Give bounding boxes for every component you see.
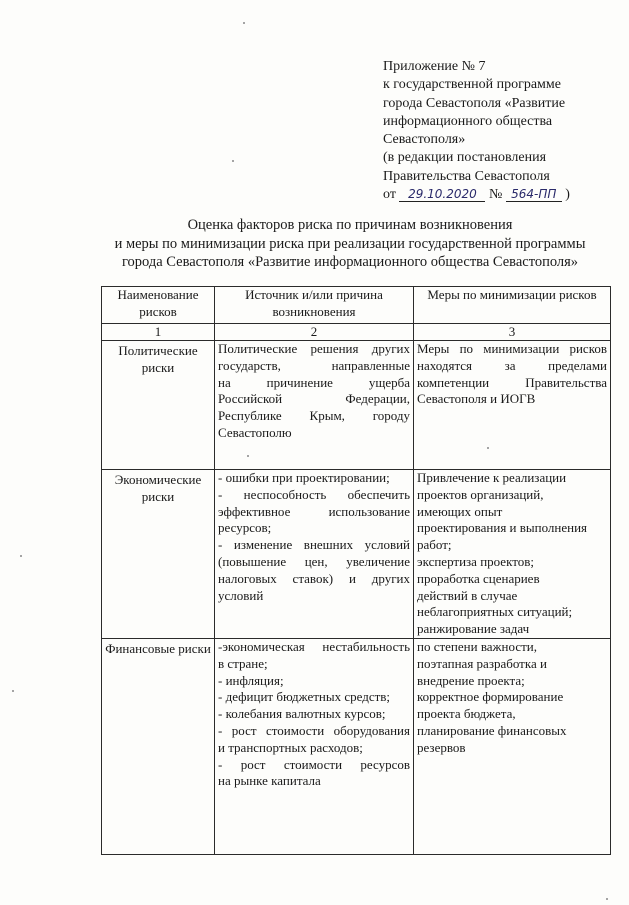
table-row [102, 470, 611, 639]
risk-name: Политические риски [102, 341, 215, 470]
risk-source: - ошибки при проектировании; - неспособность обеспечить эффективное использование ресурсов; - изменение внешних условий (повышение цен, увеличение налоговых ставок) и других условий [215, 470, 414, 639]
table-header-row [102, 287, 611, 324]
risk-source: Политические решения других государств, направленные на причинение ущерба Российской Федерации, Республике Крым, городу Севастополю [215, 341, 414, 470]
scan-speck [487, 447, 489, 449]
risk-measures: Привлечение к реализации проектов организаций, имеющих опыт проектирования и выполнения работ; экспертиза проектов; проработка сценариев действий в случае неблагоприятных ситуаций; ранжирование задач [414, 470, 611, 639]
title-line: города Севастополя «Развитие информационного общества Севастополя» [121, 254, 579, 270]
scan-speck [232, 160, 234, 162]
scan-speck [12, 690, 14, 692]
risk-source: -экономическая нестабильность в стране; - инфляция; - дефицит бюджетных средств; - колебания валютных курсов; - рост стоимости оборудования и транспортных расходов; - рост стоимости ресурсов на рынке капитала [215, 638, 414, 854]
risk-measures: Меры по минимизации рисков находятся за пределами компетенции Правительства Севастополя и ИОГВ [414, 341, 611, 470]
table-row [102, 638, 611, 854]
appendix-line: (в редакции постановления [383, 150, 547, 166]
scan-speck [247, 455, 249, 457]
appendix-number: Приложение № 7 [383, 59, 486, 74]
title-line: Оценка факторов риска по причинам возникновения [187, 217, 513, 233]
appendix-line: информационного общества [383, 113, 553, 129]
column-number: 2 [215, 324, 414, 341]
risk-name: Экономические риски [102, 470, 215, 639]
appendix-date-line [383, 186, 623, 204]
number-label: № [488, 187, 503, 203]
scan-speck [606, 898, 608, 900]
appendix-line: Севастополя» [383, 132, 466, 148]
risk-name: Финансовые риски [102, 638, 215, 854]
document-title [80, 216, 620, 272]
close-paren: ) [565, 187, 570, 203]
appendix-line: к государственной программе [383, 77, 561, 93]
appendix-header [383, 58, 623, 204]
from-label: от [383, 187, 396, 203]
appendix-line: Правительства Севастополя [383, 168, 550, 184]
header-cell: Источник и/или причина возникновения [215, 287, 414, 324]
table-row [102, 341, 611, 470]
column-number: 1 [102, 324, 215, 341]
risk-measures: по степени важности, поэтапная разработка и внедрение проекта; корректное формирование проекта бюджета, планирование финансовых резервов [414, 638, 611, 854]
handwritten-date: 29.10.2020 [399, 187, 485, 202]
column-number: 3 [414, 324, 611, 341]
header-cell: Наименование рисков [102, 287, 215, 324]
handwritten-number: 564-ПП [506, 187, 562, 202]
scan-speck [20, 555, 22, 557]
table-number-row [102, 324, 611, 341]
header-cell: Меры по минимизации рисков [414, 287, 611, 324]
appendix-line: города Севастополя «Развитие [383, 95, 566, 111]
risk-table [101, 286, 611, 855]
title-line: и меры по минимизации риска при реализации государственной программы [114, 235, 586, 252]
scan-speck [243, 22, 245, 24]
